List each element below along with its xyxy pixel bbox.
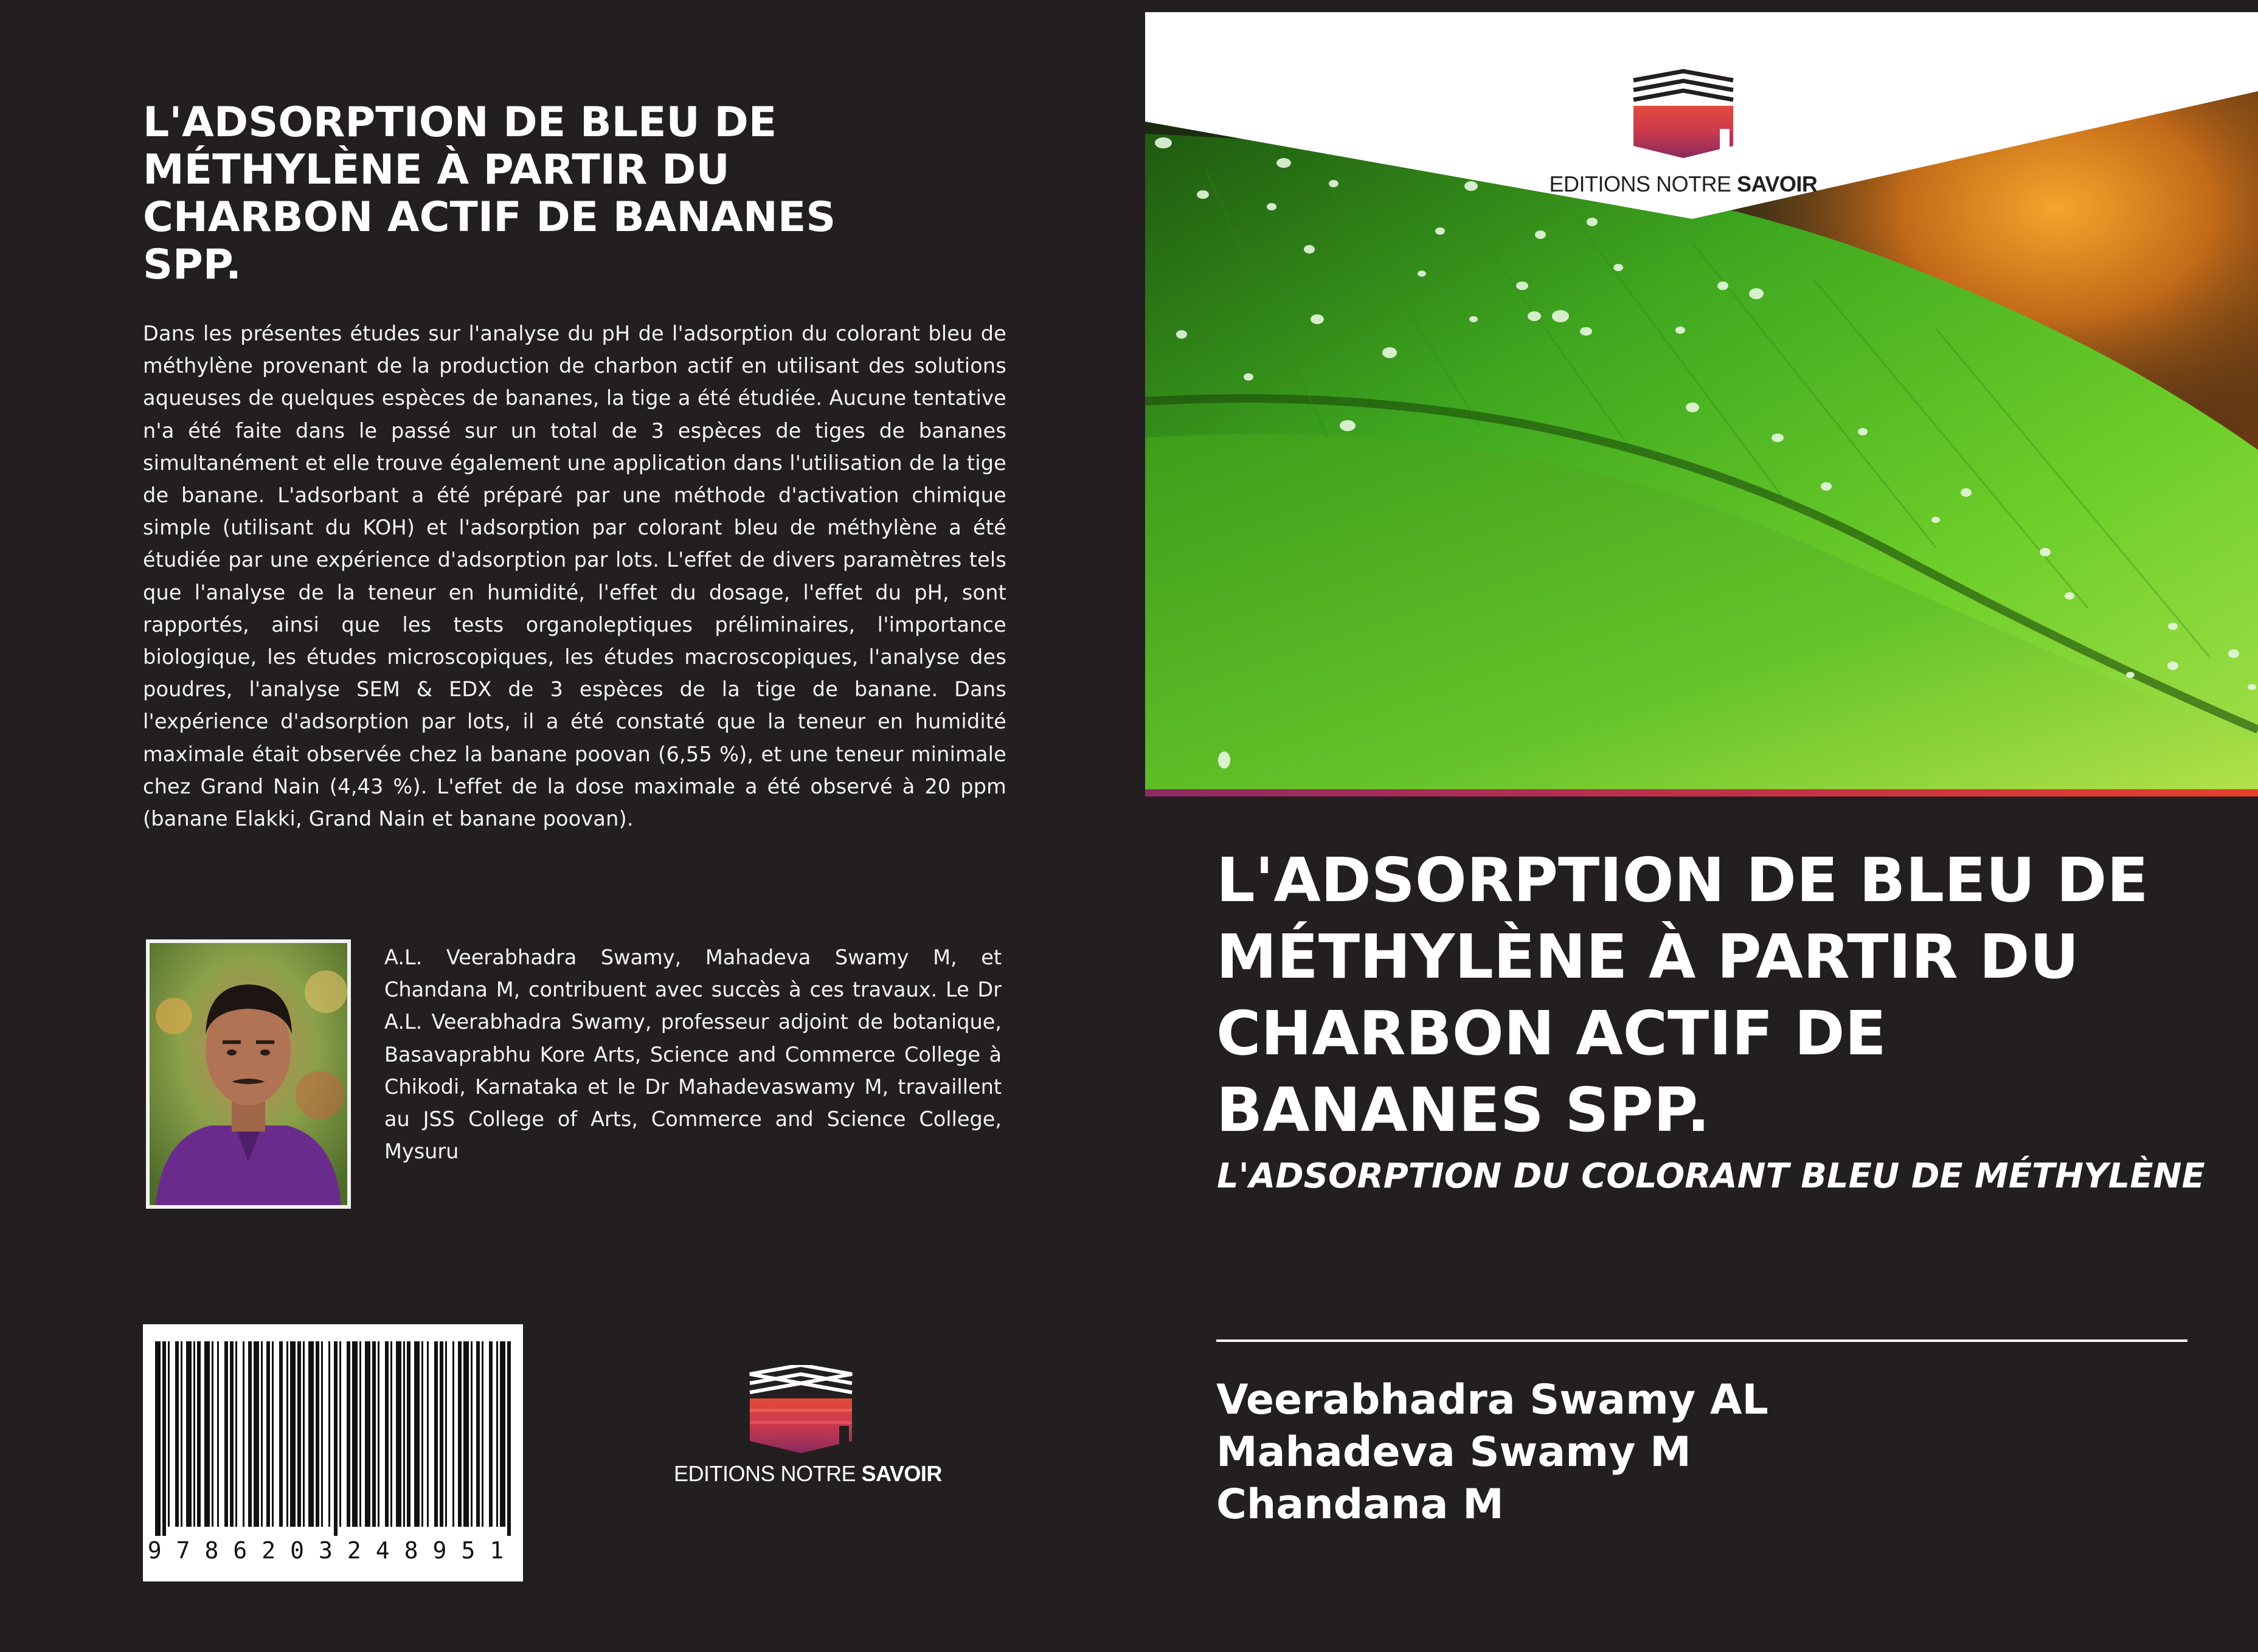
barcode-bar (316, 1341, 319, 1527)
barcode-bar (328, 1341, 330, 1527)
author-portrait-image (150, 943, 347, 1205)
publisher-name-front: EDITIONS NOTRE SAVOIR (1549, 171, 1818, 196)
divider-line (1216, 1339, 2187, 1342)
author-name: Veerabhadra Swamy AL (1216, 1376, 1768, 1424)
barcode-bar (507, 1341, 511, 1536)
book-stack-icon (674, 1365, 928, 1456)
barcode-bar (155, 1341, 161, 1536)
barcode-bar (193, 1341, 195, 1527)
publisher-logo-back (674, 1365, 942, 1494)
barcode-bar (496, 1341, 498, 1527)
barcode-bar (421, 1341, 423, 1527)
barcode-bar (303, 1341, 305, 1527)
author-name: Mahadeva Swamy M (1216, 1428, 1691, 1476)
barcode-bar (347, 1341, 350, 1527)
barcode-bar (334, 1341, 338, 1536)
barcode-bar (407, 1341, 410, 1527)
barcode-bar (471, 1341, 473, 1527)
barcode-bar (272, 1341, 274, 1527)
barcode-bar (339, 1341, 341, 1527)
barcode-bar (452, 1341, 454, 1527)
barcode-bar (212, 1341, 213, 1527)
author-photo (146, 939, 351, 1209)
barcode-bar (254, 1341, 259, 1527)
barcode-bar (321, 1341, 323, 1527)
barcode-bar (396, 1341, 401, 1527)
barcode-bar (458, 1341, 462, 1527)
barcode-bar (197, 1341, 201, 1527)
barcode-bar (463, 1341, 469, 1527)
barcode-bar (261, 1341, 263, 1527)
barcode-bar (434, 1341, 438, 1527)
barcode-bars (155, 1341, 511, 1536)
publisher-logo-front (1145, 12, 2258, 213)
back-cover-title: L'ADSORPTION DE BLEU DE MÉTHYLÈNE À PARTIR DU CHARBON ACTIF DE BANANES SPP. (143, 98, 836, 289)
barcode-bar (217, 1341, 219, 1527)
barcode-bar (290, 1341, 296, 1527)
barcode-bar (385, 1341, 389, 1527)
barcode-bar (243, 1341, 244, 1527)
author-bio: A.L. Veerabhadra Swamy, Mahadeva Swamy M, et Chandana M, contribuent avec succès à ces travaux. Le Dr A.L. Veerabhadra Swamy, professeur adjoint de botanique, Basavaprabhu Kore Arts, Science and Commerce College à Chikodi, Karnataka et le Dr Mahadevaswamy M, travaillent au JSS College of Arts, Commerce and Science College, Mysuru (384, 945, 1002, 1164)
barcode-bar (186, 1341, 192, 1527)
barcode-bar (482, 1341, 483, 1527)
barcode-bar (500, 1341, 505, 1527)
barcode-bar (414, 1341, 420, 1527)
barcode-number: 9786203248951 (147, 1537, 519, 1564)
front-cover (1145, 0, 2258, 1652)
barcode-bar (359, 1341, 361, 1527)
isbn-barcode (143, 1324, 523, 1581)
barcode-bar (279, 1341, 283, 1527)
barcode-bar (168, 1341, 170, 1527)
front-cover-title: L'ADSORPTION DE BLEU DE MÉTHYLÈNE À PARTIR DU CHARBON ACTIF DE BANANES SPP. (1216, 845, 2149, 1146)
barcode-bar (235, 1341, 237, 1527)
back-cover-description: Dans les présentes études sur l'analyse du pH de l'adsorption du colorant bleu de méthylène provenant de la production de charbon actif en utilisant des solutions aqueuses de quelques espèces de bananes, la tige a été étudiée. Aucune tentative n'a été faite dans le passé sur un total de 3 espèces de tiges de bananes simultanément et elle trouve également une application dans l'utilisation de la tige de banane. L'adsorbant a été préparé par une méthode d'activation chimique simple (utilisant du KOH) et l'adsorption par colorant bleu de méthylène a été étudiée par une expérience d'adsorption par lots. L'effet de divers paramètres tels que l'analyse de la teneur en humidité, l'effet du dosage, l'effet du pH, sont rapportés, ainsi que les tests organoleptiques préliminaires, l'importance biologique, les études microscopiques, les études macroscopiques, l'analyse des poudres, l'analyse SEM & EDX de 3 espèces de la tige de banane. Dans l'expérience d'adsorption par lots, il a été constaté que la teneur en humidité maximale était observée chez la banane poovan (6,55 %), et une teneur minimale chez Grand Nain (4,43 %). L'effet de la dose maximale a été observé à 20 ppm (banane Elakki, Grand Nain et banane poovan). (143, 322, 1006, 831)
barcode-bar (297, 1341, 301, 1527)
barcode-bar (365, 1341, 370, 1527)
barcode-bar (224, 1341, 228, 1527)
barcode-bar (372, 1341, 376, 1527)
barcode-bar (352, 1341, 358, 1527)
barcode-bar (230, 1341, 234, 1527)
author-list (1216, 1374, 2128, 1531)
barcode-bar (390, 1341, 392, 1527)
publisher-name-back: EDITIONS NOTRE SAVOIR (674, 1461, 942, 1486)
book-stack-icon (1629, 68, 1738, 159)
barcode-bar (266, 1341, 270, 1527)
barcode-bar (204, 1341, 210, 1527)
barcode-bar (476, 1341, 480, 1527)
barcode-bar (427, 1341, 429, 1527)
author-name: Chandana M (1216, 1481, 1504, 1529)
barcode-bar (440, 1341, 443, 1527)
barcode-bar (308, 1341, 314, 1527)
barcode-bar (175, 1341, 179, 1527)
cover-image-banana-leaf (1145, 12, 2258, 797)
barcode-bar (181, 1341, 182, 1527)
barcode-bar (248, 1341, 252, 1527)
barcode-bar (445, 1341, 447, 1527)
barcode-bar (403, 1341, 405, 1527)
barcode-bar (162, 1341, 166, 1536)
barcode-bar (378, 1341, 379, 1527)
barcode-bar (489, 1341, 493, 1527)
front-cover-subtitle: L'ADSORPTION DU COLORANT BLEU DE MÉTHYLÈNE (1217, 1156, 2205, 1196)
barcode-bar (286, 1341, 288, 1527)
